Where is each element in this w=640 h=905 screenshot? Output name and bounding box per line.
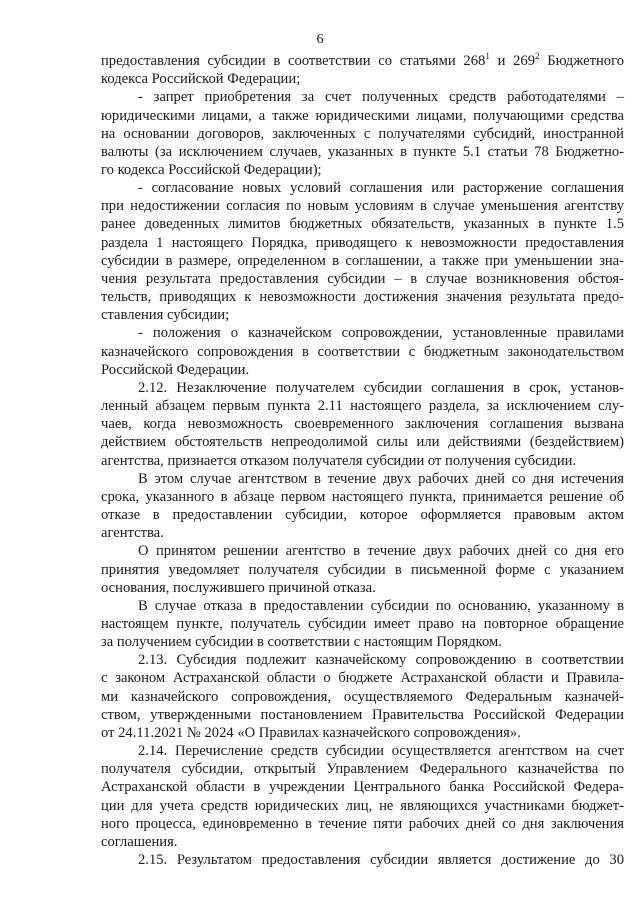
text-line: ством, утвержденными постановлением Правительства Российской Федерации — [101, 706, 624, 723]
text-line: ранее доведенных лимитов бюджетных обязательств, указанных в пункте 1.5 — [101, 216, 624, 233]
text-line: го кодекса Российской Федерации); — [101, 162, 322, 178]
text-line: кодекса Российской Федерации; — [101, 71, 301, 88]
text-line: - согласование новых условий соглашения или расторжение соглашения — [138, 180, 624, 197]
text-line: раздела 1 настоящего Порядка, приводящего к невозможности предоставления — [101, 234, 624, 251]
text-line: валюты (за исключением случаев, указанных в пункте 5.1 статьи 78 Бюджетно- — [101, 143, 624, 160]
text-line: 2.15. Результатом предоставления субсидии является достижение до 30 — [138, 852, 624, 868]
text-line: чения результата предоставления субсидии – в случае возникновения обстоя- — [101, 270, 624, 287]
text-line: ставления субсидии; — [101, 307, 230, 324]
text-line: агентства. — [101, 525, 164, 542]
text-line: 2.14. Перечисление средств субсидии осуществляется агентством на счет — [138, 743, 624, 759]
text-line: ции для учета средств юридических лиц, не являющихся участниками бюджет- — [101, 797, 624, 814]
text-line: О принятом решении агентство в течение двух рабочих дней со дня его — [138, 543, 624, 560]
text-line: срока, указанного в абзаце первом настоящего пункта, принимается решение об — [101, 488, 624, 505]
text-line: ленный абзацем первым пункта 2.11 настоящего раздела, за исключением слу- — [101, 398, 624, 414]
text-line: настоящем пункте, получатель субсидии имеет право на повторное обращение — [101, 615, 624, 632]
text-line: Российской Федерации. — [101, 361, 250, 378]
text-line: основания, послужившего причиной отказа. — [101, 579, 376, 596]
text-line: 2.13. Субсидия подлежит казначейскому сопровождению в соответствии — [138, 652, 624, 669]
page-number: 6 — [316, 32, 324, 47]
text-line: на основании договоров, заключенных с получателями субсидий, иностранной — [101, 125, 624, 142]
text-line: В этом случае агентством в течение двух рабочих дней со дня истечения — [138, 470, 624, 487]
text-line: юридическими лицами, а также юридическими лицами, получающими средства — [101, 107, 624, 124]
text-line: тельств, приводящих к невозможности достижения значения результата предо- — [101, 289, 624, 306]
text-line: с законом Астраханской области о бюджете Астраханской области и Правила- — [101, 670, 624, 687]
text-line: от 24.11.2021 № 2024 «О Правилах казначейского сопровождения». — [101, 724, 521, 741]
text-line: - запрет приобретения за счет полученных средств работодателями – — [138, 89, 624, 106]
text-line: казначейского сопровождения в соответствии с бюджетным законодательством — [101, 343, 624, 360]
text-line: агентства, признается отказом получателя субсидии от получения субсидии. — [101, 452, 577, 469]
text-line: принятия уведомляет получателя субсидии в письменной форме с указанием — [101, 561, 624, 578]
text-line: при недостижении согласия по новым условиям в случае уменьшения агентству — [101, 198, 624, 215]
text-line: Астраханской области в учреждении Центрального банка Российской Федера- — [101, 779, 624, 796]
text-line: - положения о казначейском сопровождении, установленные правилами — [138, 325, 624, 342]
text-line: ми казначейского сопровождения, осуществляемого Федеральным казначей- — [101, 688, 624, 705]
text-line: В случае отказа в предоставлении субсидии по основанию, указанному в — [138, 597, 624, 614]
text-line: получателя субсидии, открытый Управлением Федерального казначейства по — [101, 761, 624, 778]
text-line: предоставления субсидии в соответствии со статьями $268^1$ и $269^2$ Бюджетного — [101, 51, 624, 69]
text-line: субсидии в размере, определенном в соглашении, а также при уменьшении зна- — [101, 252, 624, 269]
text-line: отказе в предоставлении субсидии, которое оформляется правовым актом — [101, 507, 624, 523]
text-line: за получением субсидии в соответствии с настоящим Порядком. — [101, 634, 502, 651]
text-line: соглашения. — [101, 833, 178, 850]
text-line: ного процесса, единовременно в течение пяти рабочих дней со дня заключения — [101, 815, 624, 832]
text-line: действием обстоятельств непреодолимой силы или действиями (бездействием) — [101, 434, 624, 451]
text-line: чаев, когда невозможность своевременного заключения соглашения вызвана — [101, 416, 624, 433]
text-line: 2.12. Незаключение получателем субсидии соглашения в срок, установ- — [138, 379, 624, 396]
